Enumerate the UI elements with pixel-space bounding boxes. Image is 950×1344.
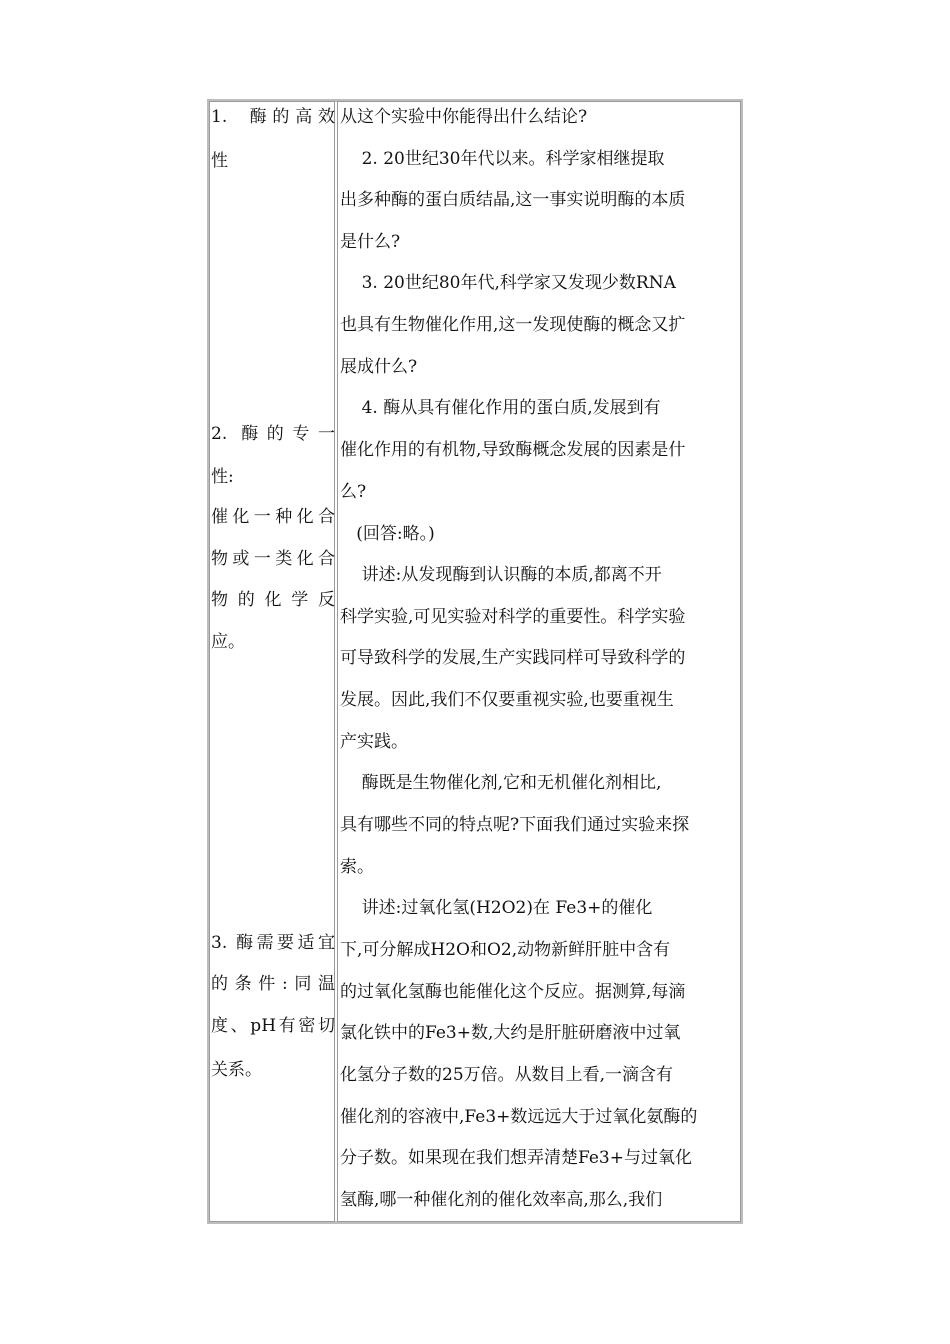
lesson-line: 化氢分子数的25万倍。从数目上看,一滴含有 — [340, 1065, 674, 1085]
lesson-line: 氢酶,哪一种催化剂的催化效率高,那么,我们 — [340, 1190, 663, 1210]
lesson-line: 3. 20世纪80年代,科学家又发现少数RNA — [340, 273, 676, 293]
lesson-line: 讲述:从发现酶到认识酶的本质,都离不开 — [340, 565, 662, 585]
lesson-line: 可导致科学的发展,生产实践同样可导致科学的 — [340, 648, 686, 668]
lesson-line: 下,可分解成H2O和O2,动物新鲜肝脏中含有 — [340, 940, 671, 960]
lesson-line: 具有哪些不同的特点呢?下面我们通过实验来探 — [340, 815, 690, 835]
topic-line: 的条件:同温 — [211, 974, 335, 994]
lesson-line: 分子数。如果现在我们想弄清楚Fe3+与过氧化 — [340, 1148, 692, 1168]
lesson-line: 展成什么? — [340, 357, 418, 377]
lesson-line: 氯化铁中的Fe3+数,大约是肝脏研磨液中过氧 — [340, 1023, 681, 1043]
lesson-line: (回答:略。) — [340, 524, 435, 544]
lesson-line: 的过氧化氢酶也能催化这个反应。据测算,每滴 — [340, 982, 686, 1002]
lesson-line: 从这个实验中你能得出什么结论? — [340, 107, 588, 127]
lesson-line: 也具有生物催化作用,这一发现使酶的概念又扩 — [340, 315, 686, 335]
lesson-line: 出多种酶的蛋白质结晶,这一事实说明酶的本质 — [340, 190, 686, 210]
lesson-line: 2. 20世纪30年代以来。科学家相继提取 — [340, 149, 665, 169]
table-cell-topic — [209, 101, 335, 1222]
lesson-line: 科学实验,可见实验对科学的重要性。科学实验 — [340, 607, 686, 627]
lesson-line: 催化作用的有机物,导致酶概念发展的因素是什 — [340, 440, 686, 460]
topic-line: 关系。 — [211, 1060, 262, 1080]
lesson-line: 么? — [340, 482, 367, 502]
topic-line: 度、pH有密切 — [211, 1016, 335, 1036]
topic-line: 性: — [211, 467, 234, 487]
lesson-line: 索。 — [340, 857, 374, 877]
topic-line: 物的化学反 — [211, 590, 335, 610]
topic-line: 物或一类化合 — [211, 549, 335, 569]
lesson-line: 酶既是生物催化剂,它和无机催化剂相比, — [340, 773, 662, 793]
topic-line: 3. 酶需要适宜 — [211, 933, 335, 953]
lesson-line: 发展。因此,我们不仅要重视实验,也要重视生 — [340, 690, 674, 710]
topic-line: 2. 酶的专一 — [211, 424, 335, 444]
topic-line: 性 — [211, 151, 228, 171]
topic-line: 1. 酶的高效 — [211, 107, 335, 127]
lesson-line: 4. 酶从具有催化作用的蛋白质,发展到有 — [340, 398, 661, 418]
lesson-line: 催化剂的容液中,Fe3+数远远大于过氧化氨酶的 — [340, 1107, 698, 1127]
lesson-line: 产实践。 — [340, 732, 408, 752]
topic-line: 应。 — [211, 632, 245, 652]
topic-line: 催化一种化合 — [211, 507, 335, 527]
lesson-line: 是什么? — [340, 232, 401, 252]
lesson-line: 讲述:过氧化氢(H2O2)在 Fe3+的催化 — [340, 898, 653, 918]
